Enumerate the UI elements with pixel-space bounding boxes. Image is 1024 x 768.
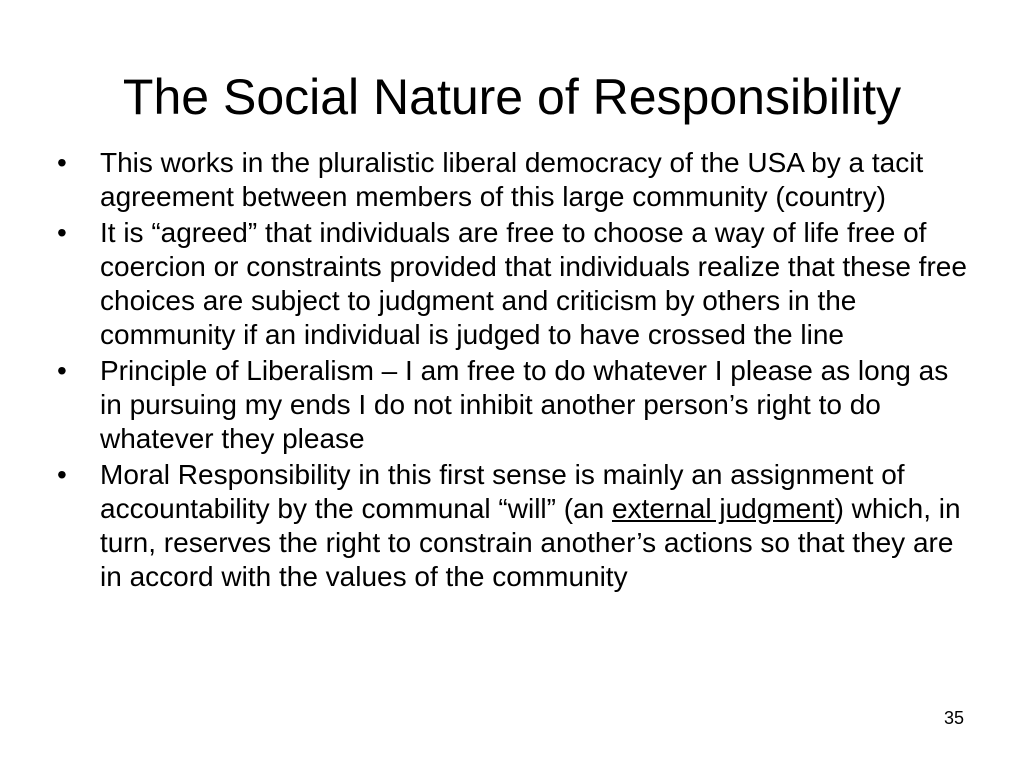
bullet-text: It is “agreed” that individuals are free to choose a way of life free of coercion or constraints provided that individuals realize that these free choices are subject to judgment and criticism by others in the community if an individual is judged to have crossed the line xyxy=(100,217,967,350)
bullet-marker: • xyxy=(57,459,67,490)
bullet-item xyxy=(57,146,977,214)
bullet-list xyxy=(57,146,977,596)
bullet-text: Principle of Liberalism – I am free to do whatever I please as long as in pursuing my ends I do not inhibit another person’s right to do whatever they please xyxy=(100,355,949,454)
bullet-item xyxy=(57,216,977,352)
bullet-text-after: ) which, in turn, reserves the right to constrain another’s actions so that they are in accord with the values of the community xyxy=(100,493,961,592)
bullet-marker: • xyxy=(57,217,67,248)
slide-number: 35 xyxy=(943,708,964,728)
bullet-text: This works in the pluralistic liberal democracy of the USA by a tacit agreement between members of this large community (country) xyxy=(100,147,924,212)
bullet-text-before: Moral Responsibility in this first sense is mainly an assignment of accountability by the communal “will” (an xyxy=(100,459,905,524)
bullet-item xyxy=(57,354,977,456)
slide-title: The Social Nature of Responsibility xyxy=(122,69,902,125)
bullet-marker: • xyxy=(57,147,67,178)
bullet-text xyxy=(100,459,961,592)
underlined-phrase: external judgment xyxy=(611,493,835,524)
bullet-marker: • xyxy=(57,355,67,386)
bullet-item xyxy=(57,458,977,594)
